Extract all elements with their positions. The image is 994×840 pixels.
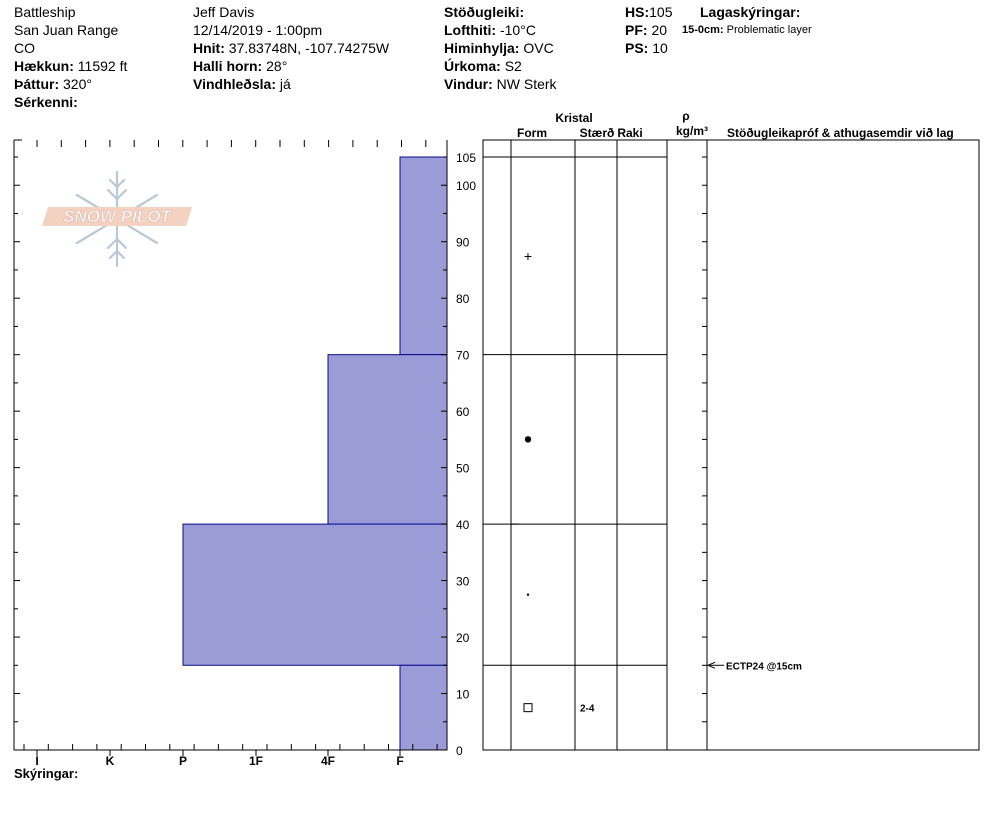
hardness-bar-0: [400, 157, 447, 355]
grain-form-small: [527, 593, 529, 595]
hardness-bar-2: [183, 524, 447, 665]
grain-form-rounded: [525, 436, 531, 442]
column-form: Form: [517, 126, 547, 140]
column-comments: Stöðugleikapróf & athugasemdir við lag: [727, 126, 954, 140]
table-frame: [483, 140, 979, 750]
air-temperature: Lofthiti: -10°C: [444, 22, 536, 38]
range-name: San Juan Range: [14, 22, 119, 38]
aspect: Þáttur: 320°: [14, 76, 92, 92]
depth-tick-label: 80: [456, 292, 470, 307]
observer-name: Jeff Davis: [193, 4, 255, 20]
hardness-axis: [24, 744, 437, 768]
depth-tick-label: 90: [456, 235, 470, 250]
column-size: Stærð: [579, 126, 615, 140]
wind-loading: Vindhleðsla: já: [193, 76, 291, 92]
grain-form-precip: +: [523, 247, 533, 264]
depth-tick-label: 100: [456, 179, 477, 194]
stability: Stöðugleiki:: [444, 4, 525, 20]
pf-value: PF: 20: [625, 22, 668, 38]
depth-tick-label: 105: [456, 151, 477, 165]
depth-tick-label: 70: [456, 348, 470, 363]
depth-tick-label: 40: [456, 518, 470, 533]
hs-value: HS:105: [625, 4, 673, 20]
test-label: ECTP24 @15cm: [726, 661, 802, 673]
layer-table: [483, 109, 979, 750]
hardness-label: 1F: [248, 754, 264, 768]
hardness-label: I: [35, 754, 39, 768]
ps-value: PS: 10: [625, 40, 668, 56]
state-name: CO: [14, 40, 35, 56]
elevation: Hækkun: 11592 ft: [14, 58, 128, 74]
observation-datetime: 12/14/2019 - 1:00pm: [193, 22, 323, 38]
coordinates: Hnit: 37.83748N, -107.74275W: [193, 40, 390, 56]
wind: Vindur: NW Sterk: [444, 76, 557, 92]
logo-text: SNOW PILOT: [63, 207, 171, 226]
hardness-label: F: [396, 754, 404, 768]
location-name: Battleship: [14, 4, 76, 20]
column-crystal: Kristal: [555, 111, 593, 125]
hardness-profile: [183, 157, 447, 750]
layer-note: 15-0cm: Problematic layer: [682, 24, 812, 36]
depth-tick-label: 50: [456, 461, 470, 476]
hardness-bar-3: [400, 665, 447, 750]
grain-form-faceted: [524, 704, 532, 712]
column-moisture: Raki: [617, 126, 643, 140]
hardness-label: P: [178, 754, 188, 768]
column-rho: ρ: [682, 109, 690, 123]
column-density: kg/m³: [675, 124, 709, 138]
depth-tick-label: 30: [456, 574, 470, 589]
depth-tick-label: 20: [456, 631, 470, 646]
depth-tick-label: 60: [456, 405, 470, 420]
hardness-label: 4F: [320, 754, 336, 768]
precipitation: Úrkoma: S2: [444, 58, 522, 74]
depth-tick-label: 0: [456, 744, 463, 758]
depth-tick-label: 10: [456, 687, 470, 702]
sky-cover: Himinhylja: OVC: [444, 40, 554, 56]
layer-notes-title: Lagaskýringar:: [700, 4, 801, 20]
slope-angle: Halli horn: 28°: [193, 58, 288, 74]
features: Sérkenni:: [14, 94, 78, 110]
grain-size: 2-4: [580, 703, 595, 715]
hardness-label: K: [105, 754, 115, 768]
hardness-bar-1: [328, 355, 447, 524]
legend-label: Skýringar:: [14, 766, 79, 781]
